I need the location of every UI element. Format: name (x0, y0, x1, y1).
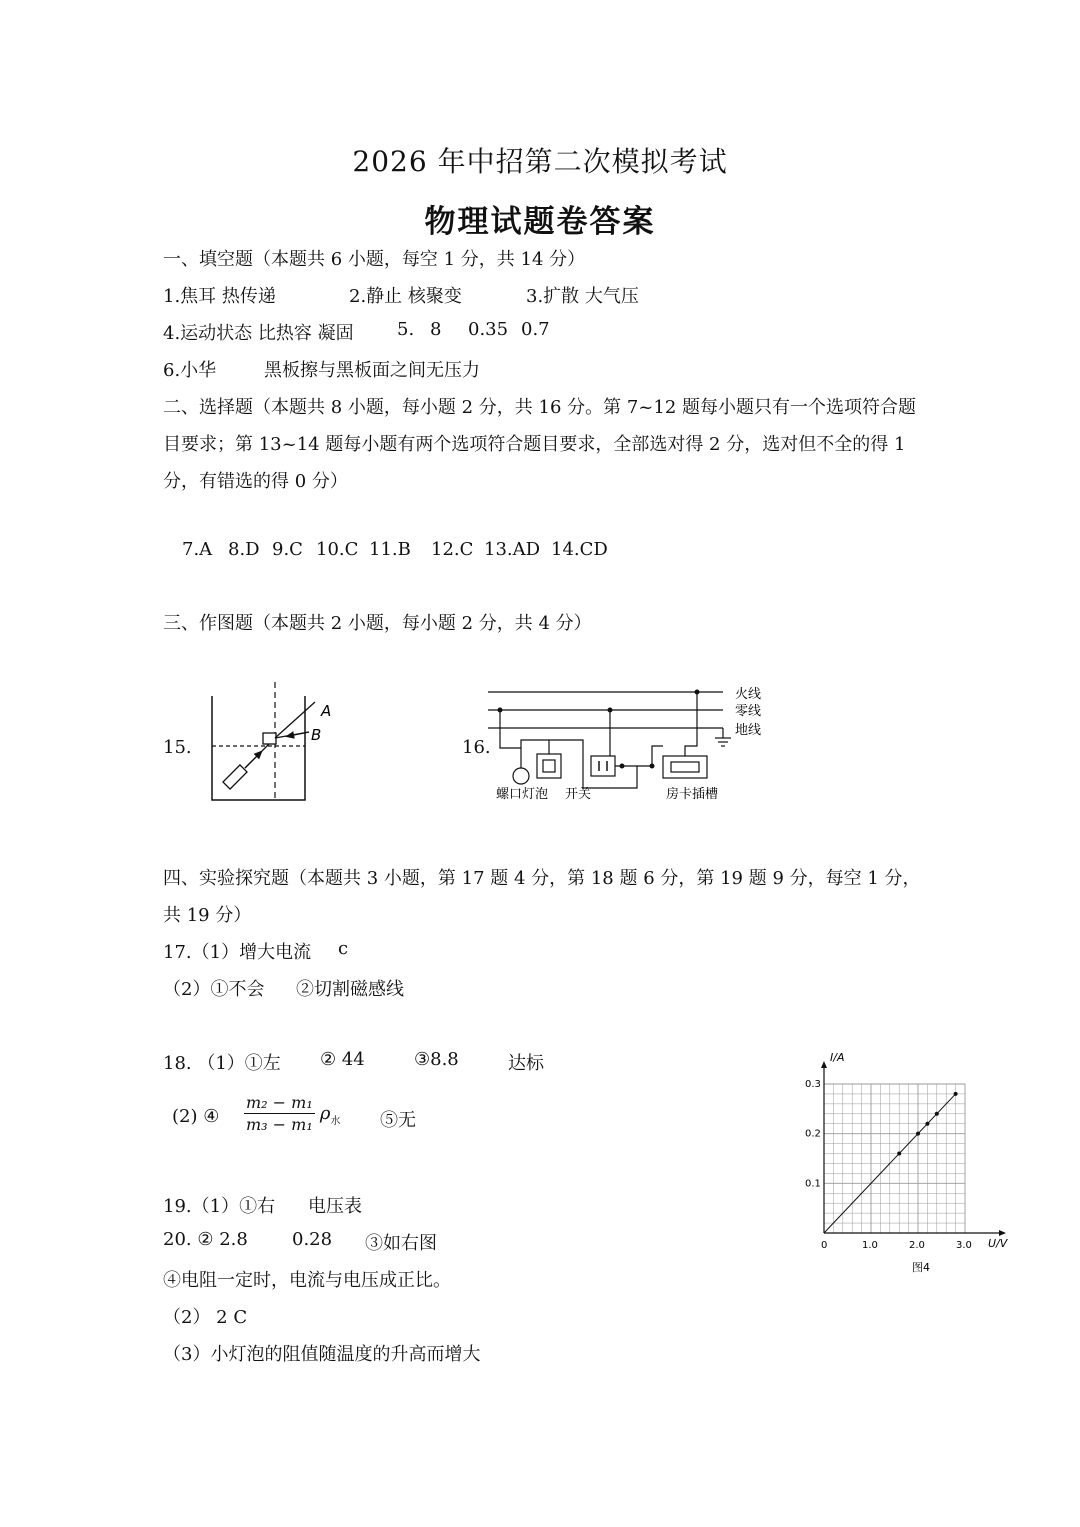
answer-q17-1b: c (338, 938, 349, 959)
y-tick-label: 0.1 (805, 1178, 821, 1190)
answer-q2: 2.静止 核聚变 (349, 286, 462, 307)
x-axis-label: U/V (988, 1237, 1008, 1250)
answer-q5-a: 8 (430, 319, 442, 340)
point-a-label: A (321, 702, 332, 720)
x-tick-label: 0 (821, 1240, 828, 1251)
chart-axes (805, 1061, 1006, 1251)
answer-q14: 14.CD (551, 539, 608, 560)
point-b-label: B (311, 726, 322, 744)
answer-q6-text: 黑板擦与黑板面之间无压力 (264, 360, 480, 381)
section2-heading-line2: 目要求；第 13~14 题每小题有两个选项符合题目要求，全部选对得 2 分，选对但不全的得 1 (163, 434, 906, 455)
section3-heading: 三、作图题（本题共 2 小题，每小题 2 分，共 4 分） (163, 613, 592, 634)
live-wire-label: 火线 (735, 687, 762, 702)
answer-q18-1: 18. （1）①左 (163, 1053, 281, 1074)
answer-q20-b: 0.28 (292, 1229, 333, 1250)
y-axis-label: I/A (830, 1051, 845, 1064)
switch-label: 开关 (565, 787, 592, 802)
refraction-diagram (205, 680, 345, 806)
fraction-numerator: m₂ − m₁ (246, 1093, 313, 1112)
data-point (954, 1092, 958, 1096)
answer-q11: 11.B (369, 539, 411, 560)
answer-q18-1d: 达标 (508, 1053, 544, 1074)
answer-q8: 8.D (228, 539, 260, 560)
y-tick-label: 0.3 (805, 1079, 821, 1090)
q15-label: 15. (163, 737, 192, 758)
answer-q1: 1.焦耳 热传递 (163, 286, 276, 307)
answer-q9: 9.C (272, 539, 303, 560)
q16-label: 16. (462, 737, 491, 758)
answer-q19-1b: 电压表 (308, 1196, 362, 1217)
answer-q20-3: （3）小灯泡的阻值随温度的升高而增大 (163, 1344, 481, 1365)
answer-q20-c: ③如右图 (365, 1233, 437, 1254)
x-tick-label: 3.0 (956, 1240, 972, 1251)
answer-q18-2b: ⑤无 (380, 1110, 416, 1131)
answer-q5-c: 0.7 (521, 319, 550, 340)
y-axis-arrow (821, 1061, 827, 1068)
subject-title: 物理试题卷答案 (424, 204, 656, 240)
rho-symbol: ρ (319, 1103, 331, 1124)
data-point (925, 1122, 929, 1126)
answer-q17-1: 17.（1）增大电流 (163, 942, 312, 963)
section2-heading-line1: 二、选择题（本题共 8 小题，每小题 2 分，共 16 分。第 7~12 题每小题只有一个选项符合题 (163, 397, 917, 418)
answer-q19-1: 19.（1）①右 (163, 1196, 276, 1217)
fraction-denominator: m₃ − m₁ (246, 1115, 313, 1134)
answer-q5-b: 0.35 (468, 319, 509, 340)
answer-q17-2a: （2）①不会 (163, 979, 265, 1000)
answer-q3: 3.扩散 大气压 (526, 286, 639, 307)
answer-q20-a: 20. ② 2.8 (163, 1229, 248, 1250)
x-tick-label: 1.0 (862, 1240, 878, 1251)
section4-heading-line2: 共 19 分） (163, 905, 252, 926)
card-slot-label: 房卡插槽 (666, 787, 719, 802)
answer-q7: 7.A (182, 539, 213, 560)
chart-marks (824, 1092, 958, 1233)
data-point (897, 1152, 901, 1156)
bulb-label: 螺口灯泡 (496, 787, 549, 802)
household-circuit-diagram (485, 680, 775, 810)
section4-heading-line1: 四、实验探究题（本题共 3 小题，第 17 题 4 分，第 18 题 6 分，第 19 题 9 分，每空 1 分， (163, 868, 921, 889)
data-point (916, 1132, 920, 1136)
answer-q18-2: (2) ④ (172, 1106, 220, 1127)
data-point (935, 1112, 939, 1116)
x-tick-label: 2.0 (909, 1240, 925, 1251)
exam-title: 2026 年中招第二次模拟考试 (352, 145, 728, 178)
rho-subscript: 水 (330, 1116, 341, 1127)
ground-wire-label: 地线 (735, 723, 762, 738)
chart-caption: 图4 (912, 1261, 930, 1274)
answer-q6-num: 6.小华 (163, 360, 217, 381)
density-formula (244, 1093, 340, 1134)
answer-q18-1c: ③8.8 (414, 1049, 459, 1070)
answer-q18-1b: ② 44 (320, 1049, 365, 1070)
answer-q17-2b: ②切割磁感线 (296, 979, 404, 1000)
current-voltage-graph (800, 1045, 1025, 1280)
answer-q13: 13.AD (484, 539, 541, 560)
section2-heading-line3: 分，有错选的得 0 分） (163, 471, 348, 492)
answer-q4: 4.运动状态 比热容 凝固 (163, 323, 354, 344)
answer-q12: 12.C (431, 539, 474, 560)
density-fraction (244, 1093, 315, 1134)
x-axis-arrow (999, 1230, 1006, 1236)
answer-q20-2: （2） 2 C (163, 1307, 248, 1328)
answer-q5-num: 5. (397, 319, 415, 340)
answer-q10: 10.C (316, 539, 359, 560)
neutral-wire-label: 零线 (735, 704, 762, 719)
answer-q20-d: ④电阻一定时，电流与电压成正比。 (163, 1270, 451, 1291)
y-tick-label: 0.2 (805, 1128, 821, 1140)
section1-heading: 一、填空题（本题共 6 小题，每空 1 分，共 14 分） (163, 249, 586, 270)
